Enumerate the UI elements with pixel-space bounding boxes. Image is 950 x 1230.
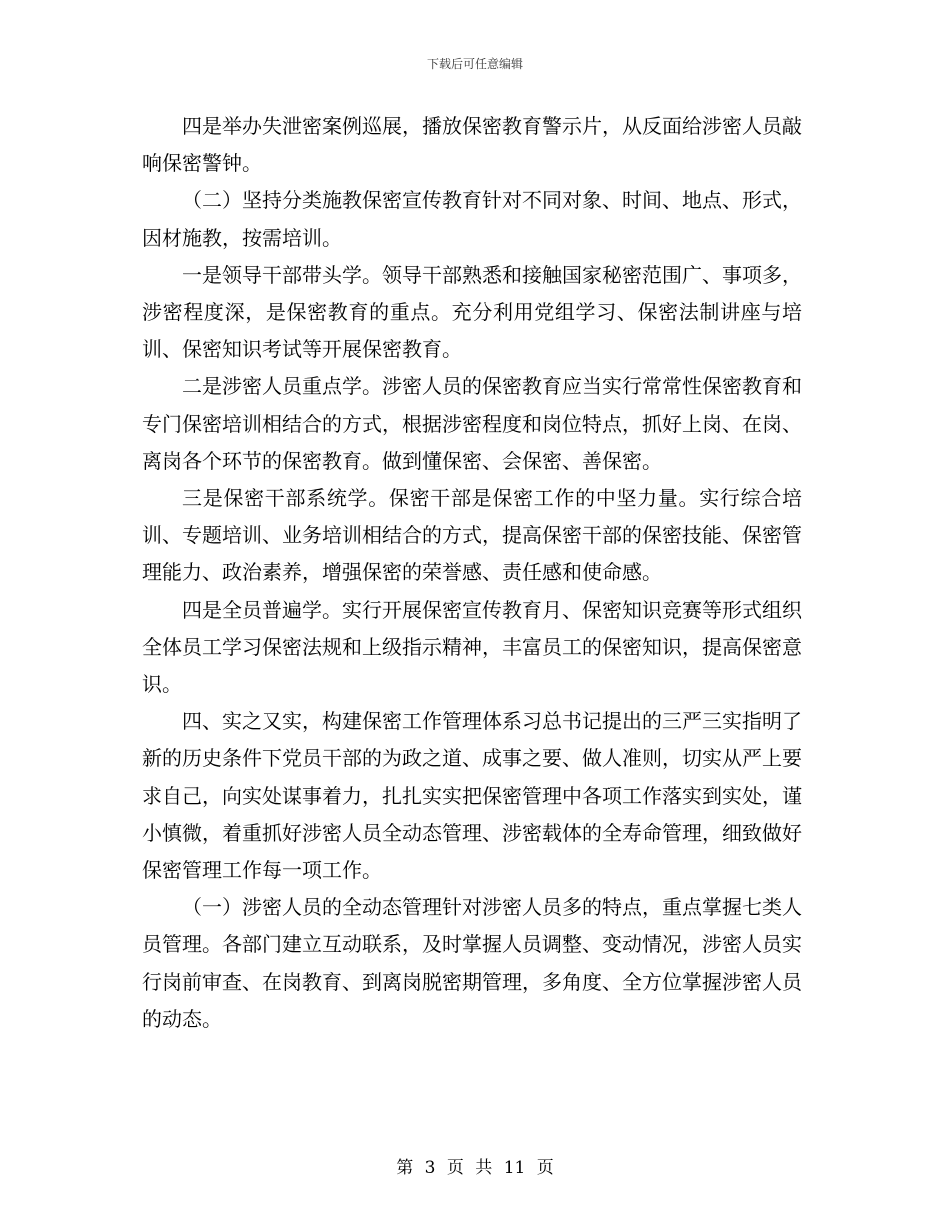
paragraph: （一）涉密人员的全动态管理针对涉密人员多的特点，重点掌握七类人员管理。各部门建立互动联系，及时掌握人员调整、变动情况，涉密人员实行岗前审查、在岗教育、到离岗脱密期管理，多角度、全方位掌握涉密人员的动态。 [142, 895, 802, 1031]
paragraph: （二）坚持分类施教保密宣传教育针对不同对象、时间、地点、形式，因材施教，按需培训。 [142, 188, 802, 250]
page-number-footer: 第 3 页 共 11 页 [396, 1158, 554, 1178]
document-body [142, 108, 802, 1038]
paragraph: 四、实之又实，构建保密工作管理体系习总书记提出的三严三实指明了新的历史条件下党员干部的为政之道、成事之要、做人准则，切实从严上要求自己，向实处谋事着力，扎扎实实把保密管理中各项工作落实到实处，谨小慎微，着重抓好涉密人员全动态管理、涉密载体的全寿命管理，细致做好保密管理工作每一项工作。 [142, 709, 802, 883]
page-header-note: 下载后可任意编辑 [426, 57, 523, 71]
paragraph: 四是举办失泄密案例巡展，播放保密教育警示片，从反面给涉密人员敲响保密警钟。 [142, 114, 802, 176]
paragraph: 四是全员普遍学。实行开展保密宣传教育月、保密知识竞赛等形式组织全体员工学习保密法规和上级指示精神，丰富员工的保密知识，提高保密意识。 [142, 597, 802, 697]
paragraph: 二是涉密人员重点学。涉密人员的保密教育应当实行常常性保密教育和专门保密培训相结合的方式，根据涉密程度和岗位特点，抓好上岗、在岗、离岗各个环节的保密教育。做到懂保密、会保密、善保密。 [142, 374, 802, 473]
paragraph: 一是领导干部带头学。领导干部熟悉和接触国家秘密范围广、事项多，涉密程度深，是保密教育的重点。充分利用党组学习、保密法制讲座与培训、保密知识考试等开展保密教育。 [142, 262, 802, 362]
paragraph: 三是保密干部系统学。保密干部是保密工作的中坚力量。实行综合培训、专题培训、业务培训相结合的方式，提高保密干部的保密技能、保密管理能力、政治素养，增强保密的荣誉感、责任感和使命感。 [142, 486, 802, 585]
